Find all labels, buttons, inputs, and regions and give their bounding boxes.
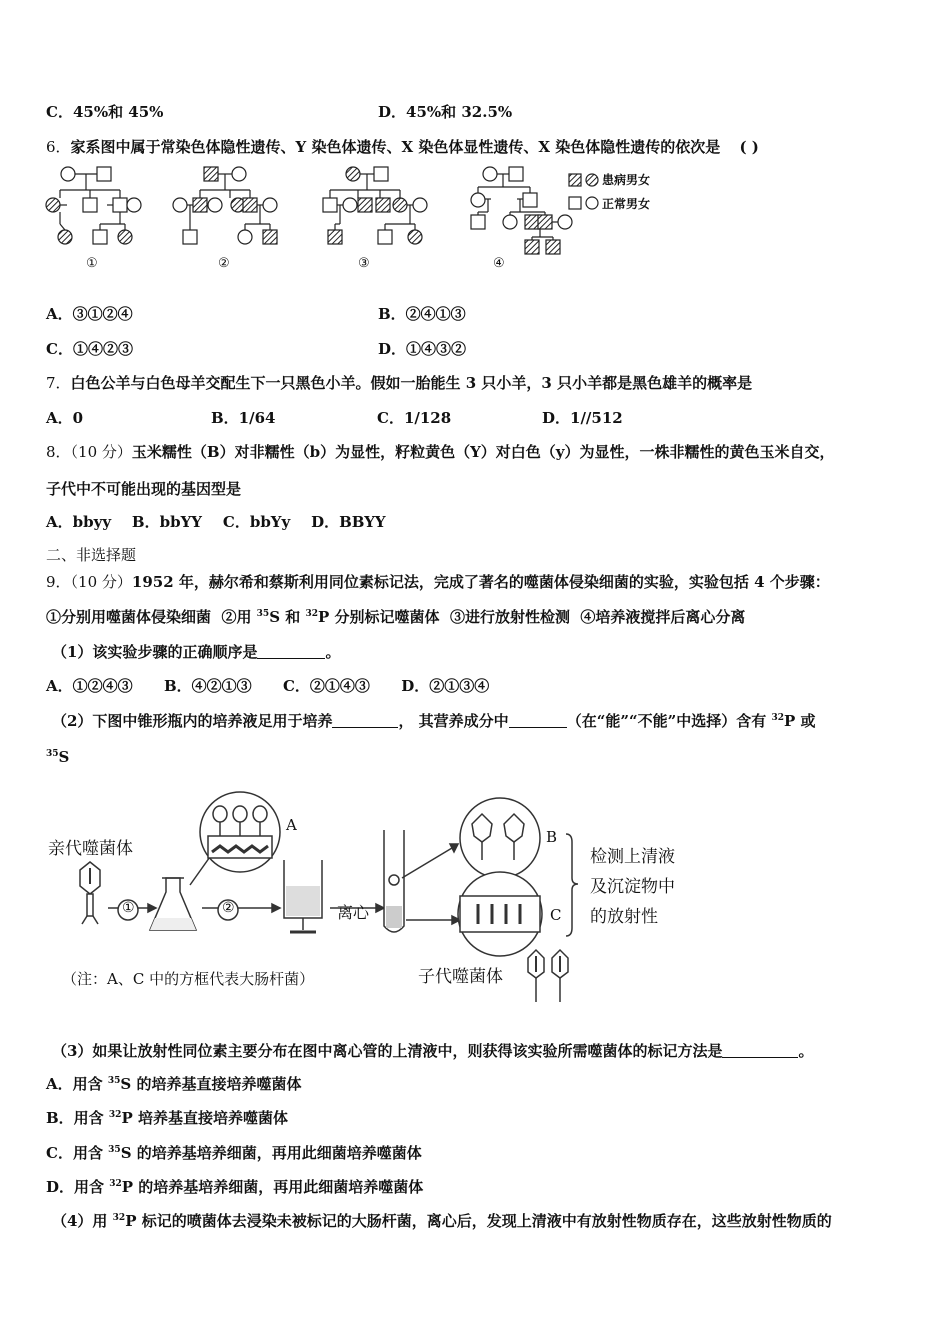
- pedigree-3: [323, 167, 427, 244]
- test-tube-icon: [384, 830, 404, 932]
- q9-sub3-option-c: [46, 1143, 422, 1163]
- q9-sub1: [52, 642, 340, 662]
- q9-steps-sup2: 32: [305, 609, 319, 619]
- q9-text: 1952 年，赫尔希和蔡斯利用同位素标记法，完成了著名的噬菌体侵染细菌的实验，实验包括 4 个步骤：: [131, 573, 830, 591]
- legend-affected-label: 患病男女: [602, 173, 651, 187]
- q9-sub2-blank2[interactable]: [509, 713, 567, 728]
- q7-option-c: C．1/128: [377, 409, 452, 427]
- label-A: A: [286, 816, 297, 834]
- q6-stem: [46, 137, 759, 157]
- q9-sub2-sup2: 35: [46, 749, 59, 759]
- q9-steps-b: S 和: [269, 608, 306, 626]
- q9-sub3-b-post: P 培养基直接培养噬菌体: [121, 1109, 288, 1127]
- q9-sub3-d-pre: D．用含: [46, 1178, 110, 1196]
- q5-option-c: C．45%和 45%: [46, 103, 164, 121]
- q9-sub4-post: P 标记的喷菌体去浸染未被标记的大肠杆菌，离心后，发现上清液中有放射性物质存在，这些放射性物质的: [125, 1212, 832, 1230]
- q9-steps-sup1: 35: [256, 609, 270, 619]
- offspring-phage-label: 子代噬菌体: [418, 967, 503, 987]
- step2-label: ②: [222, 900, 235, 916]
- q6-option-a: A．③①②④: [46, 305, 133, 323]
- q9-stem: [46, 572, 830, 592]
- q9-sub4-pre: （4）用: [52, 1212, 113, 1230]
- q9-sub2-sup1: 32: [771, 713, 784, 723]
- q9-sub3-end: 。: [798, 1042, 814, 1060]
- q9-sub3-option-a: [46, 1074, 301, 1094]
- q9-steps-a: ①分别用噬菌体侵染细菌 ②用: [46, 608, 257, 626]
- pedigree-label-1: ①: [86, 256, 98, 271]
- q9-sub3-b-pre: B．用含: [46, 1109, 109, 1127]
- centrifuge-label: 离心: [337, 903, 370, 922]
- q9-sub2-c: （在“能”“不能”中选择）含有: [566, 712, 772, 730]
- q9-sub2-e: S: [58, 748, 70, 766]
- circle-C: [458, 872, 542, 956]
- q8-stem-line2: 子代中不可能出现的基因型是: [46, 480, 242, 498]
- q9-sub2: [52, 711, 815, 731]
- detect-line-3: 的放射性: [590, 907, 658, 927]
- section-2-title: 二、非选择题: [46, 546, 137, 564]
- pedigree-2: [173, 167, 277, 244]
- q9-sub1-blank[interactable]: [257, 644, 325, 659]
- pedigree-label-3: ③: [358, 256, 370, 271]
- q9-sub3-c-sup: 35: [108, 1145, 121, 1155]
- q6-option-c: C．①④②③: [46, 340, 133, 358]
- legend-normal-label: 正常男女: [602, 197, 651, 211]
- detect-line-2: 及沉淀物中: [590, 877, 675, 897]
- q9-sub3-option-d: [46, 1177, 423, 1197]
- q7-stem: [46, 373, 752, 393]
- pedigree-1: [46, 167, 141, 244]
- q9-sub1-end: 。: [325, 643, 341, 661]
- flask-icon: [150, 878, 196, 930]
- label-C: C: [550, 906, 562, 924]
- pedigree-4: [471, 167, 572, 254]
- q7-text: 白色公羊与白色母羊交配生下一只黑色小羊。假如一胎能生 3 只小羊，3 只小羊都是黑色雄羊的概率是: [70, 374, 753, 392]
- q6-number: 6．: [46, 138, 71, 156]
- q9-sub2-blank1[interactable]: [332, 713, 398, 728]
- q9-sub2-d: P 或: [783, 712, 816, 730]
- pedigree-legend: [569, 174, 598, 209]
- q9-steps-c: P 分别标记噬菌体 ③进行放射性检测 ④培养液搅拌后离心分离: [318, 608, 746, 626]
- circle-A: [200, 792, 280, 872]
- q7-option-a: A．0: [46, 409, 84, 427]
- q9-sub3-option-b: [46, 1108, 288, 1128]
- q9-sub3-d-sup: 32: [109, 1179, 122, 1189]
- q9-sub3-a-post: S 的培养基直接培养噬菌体: [120, 1075, 302, 1093]
- pedigree-label-4: ④: [493, 256, 505, 271]
- q8-stem-line1: [46, 442, 835, 462]
- offspring-phage-icon: [528, 950, 568, 1002]
- q8-options: A．bbyy B．bbYY C．bbYy D．BBYY: [46, 513, 386, 531]
- q6-paren: ( ): [739, 138, 759, 156]
- q9-sub3-d-post: P 的培养基培养细菌，再用此细菌培养噬菌体: [121, 1178, 424, 1196]
- label-B: B: [546, 828, 558, 846]
- q7-option-d: D．1//512: [542, 409, 623, 427]
- q9-sub2-a: （2）下图中锥形瓶内的培养液足用于培养: [52, 712, 333, 730]
- q9-sub1-text: （1）该实验步骤的正确顺序是: [52, 643, 258, 661]
- q9-steps: [46, 607, 745, 627]
- q9-sub3-a-sup: 35: [107, 1076, 121, 1086]
- step1-label: ①: [122, 900, 135, 916]
- q9-number: 9．（10 分）: [46, 573, 132, 591]
- q6-option-d: D．①④③②: [378, 340, 467, 358]
- q9-sub3-c-post: S 的培养基培养细菌，再用此细菌培养噬菌体: [120, 1144, 422, 1162]
- q9-sub3-text: （3）如果让放射性同位素主要分布在图中离心管的上清液中，则获得该实验所需噬菌体的标记方法是: [52, 1042, 723, 1060]
- q9-sub4: [52, 1211, 832, 1231]
- q9-sub3-b-sup: 32: [108, 1110, 122, 1120]
- q7-number: 7．: [46, 374, 71, 392]
- q8-number: 8．（10 分）: [46, 443, 132, 461]
- q8-text-1: 玉米糯性（B）对非糯性（b）为显性，籽粒黄色（Y）对白色（y）为显性，一株非糯性的黄色玉米自交，: [131, 443, 835, 461]
- beaker-icon: [284, 860, 322, 932]
- q5-option-d: D．45%和 32.5%: [378, 103, 513, 121]
- q9-sub3-blank[interactable]: [722, 1043, 798, 1058]
- q9-sub4-sup: 32: [112, 1213, 126, 1223]
- q9-sub3-a-pre: A．用含: [46, 1075, 108, 1093]
- detect-line-1: 检测上清液: [590, 847, 675, 867]
- circle-B: [460, 798, 540, 878]
- q9-sub3: [52, 1041, 813, 1061]
- q6-text: 家系图中属于常染色体隐性遗传、Y 染色体遗传、X 染色体显性遗传、X 染色体隐性遗传的依次是: [70, 138, 721, 156]
- q9-sub1-options: A．①②④③ B．④②①③ C．②①④③ D．②①③④: [46, 677, 490, 695]
- figure-note: （注：A、C 中的方框代表大肠杆菌）: [62, 970, 315, 988]
- parent-phage-label: 亲代噬菌体: [48, 839, 133, 859]
- parent-phage-icon: [80, 862, 100, 924]
- q7-option-b: B．1/64: [211, 409, 276, 427]
- q9-sub2-b: ， 其营养成分中: [398, 712, 509, 730]
- pedigree-label-2: ②: [218, 256, 230, 271]
- q6-option-b: B．②④①③: [378, 305, 466, 323]
- q9-sub3-c-pre: C．用含: [46, 1144, 109, 1162]
- q9-sub2-cont: [46, 747, 69, 767]
